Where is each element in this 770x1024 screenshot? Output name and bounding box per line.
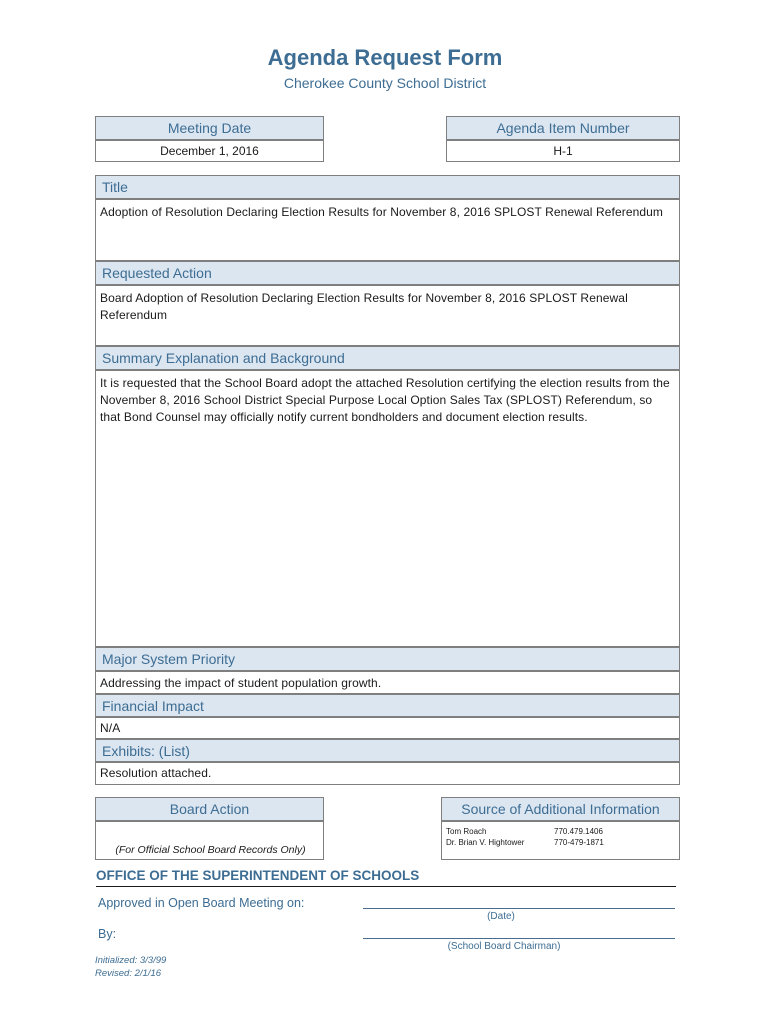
chairman-caption: (School Board Chairman) [447,941,561,952]
title-box [95,199,680,261]
chairman-signature-line[interactable] [363,938,675,939]
source-box [441,821,680,860]
financial-box [95,717,680,739]
district-name: Cherokee County School District [283,75,487,91]
contact-phone: 770.479.1406 [554,827,603,836]
source-header: Source of Additional Information [441,797,680,821]
summary-text: It is requested that the School Board adopt the attached Resolution certifying the election results from the November 8, 2016 School District Special Purpose Local Option Sales Tax (SPLOST) Referendum, so that Bond Counsel may officially notify current bondholders and document election results. [100,376,670,424]
board-action-note: (For Official School Board Records Only) [115,844,306,856]
priority-header: Major System Priority [95,647,680,671]
office-heading: OFFICE OF THE SUPERINTENDENT OF SCHOOLS [96,868,420,883]
priority-box [95,671,680,694]
requested-action-box [95,285,680,346]
contact-name: Dr. Brian V. Hightower [446,838,525,847]
form-title: Agenda Request Form [267,45,503,70]
meeting-date-value: December 1, 2016 [95,140,324,162]
exhibits-text: Resolution attached. [100,766,212,780]
financial-text: N/A [100,721,121,735]
summary-box [95,370,680,647]
exhibits-header: Exhibits: (List) [95,739,680,762]
date-caption: (Date) [487,911,515,922]
approved-label: Approved in Open Board Meeting on: [98,896,305,910]
board-action-box [95,821,324,860]
board-action-header: Board Action [95,797,324,821]
exhibits-box [95,762,680,785]
summary-header: Summary Explanation and Background [95,346,680,370]
contact-phone: 770-479-1871 [554,838,604,847]
financial-header: Financial Impact [95,694,680,717]
meeting-date-header: Meeting Date [95,116,324,140]
office-divider [96,886,676,887]
date-signature-line[interactable] [363,908,675,909]
agenda-item-value: H-1 [446,140,680,162]
title-header: Title [95,175,680,199]
priority-text: Addressing the impact of student population growth. [100,676,382,690]
by-label: By: [98,927,117,941]
revised-date: Revised: 2/1/16 [95,968,162,979]
title-text: Adoption of Resolution Declaring Election Results for November 8, 2016 SPLOST Renewal Referendum [100,205,664,219]
agenda-item-header: Agenda Item Number [446,116,680,140]
contact-name: Tom Roach [446,827,487,836]
requested-action-header: Requested Action [95,261,680,285]
initialized-date: Initialized: 3/3/99 [95,955,167,966]
requested-action-text: Board Adoption of Resolution Declaring Election Results for November 8, 2016 SPLOST Renewal Referendum [100,291,628,322]
